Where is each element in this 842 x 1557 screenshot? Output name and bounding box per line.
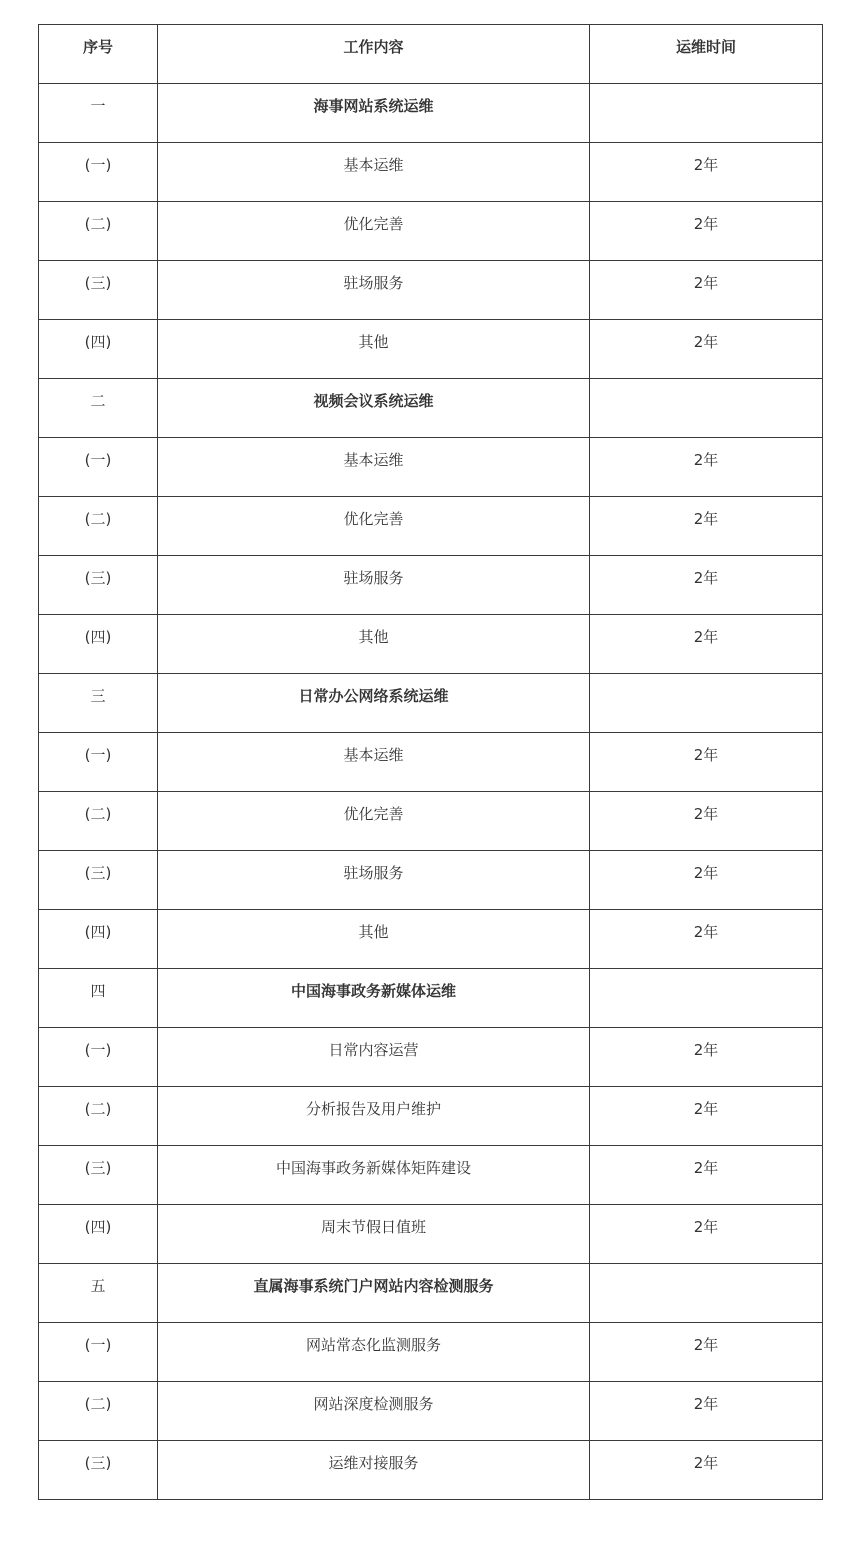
table-row <box>39 1382 823 1441</box>
table-row <box>39 202 823 261</box>
cell-content: 周末节假日值班 <box>158 1205 590 1264</box>
table-row <box>39 261 823 320</box>
cell-time: 2年 <box>590 1028 823 1087</box>
table-row <box>39 438 823 497</box>
cell-content: 海事网站系统运维 <box>158 84 590 143</box>
cell-time <box>590 674 823 733</box>
cell-content: 中国海事政务新媒体运维 <box>158 969 590 1028</box>
cell-time: 2年 <box>590 143 823 202</box>
cell-seq: 五 <box>39 1264 158 1323</box>
cell-content: 基本运维 <box>158 143 590 202</box>
table-row <box>39 792 823 851</box>
table-row <box>39 143 823 202</box>
cell-time <box>590 379 823 438</box>
cell-content: 驻场服务 <box>158 261 590 320</box>
cell-time: 2年 <box>590 438 823 497</box>
cell-seq: (四) <box>39 615 158 674</box>
table-row <box>39 1323 823 1382</box>
cell-content: 基本运维 <box>158 733 590 792</box>
cell-seq: (三) <box>39 261 158 320</box>
cell-content: 日常内容运营 <box>158 1028 590 1087</box>
header-content: 工作内容 <box>158 25 590 84</box>
operations-table <box>38 24 823 1500</box>
cell-seq: (一) <box>39 143 158 202</box>
table-row <box>39 1146 823 1205</box>
table-body <box>39 84 823 1500</box>
cell-content: 分析报告及用户维护 <box>158 1087 590 1146</box>
cell-time: 2年 <box>590 556 823 615</box>
cell-seq: 三 <box>39 674 158 733</box>
cell-time: 2年 <box>590 792 823 851</box>
table-row <box>39 1205 823 1264</box>
cell-time: 2年 <box>590 1087 823 1146</box>
cell-time: 2年 <box>590 261 823 320</box>
cell-content: 驻场服务 <box>158 556 590 615</box>
cell-seq: (二) <box>39 1087 158 1146</box>
table-row <box>39 1028 823 1087</box>
cell-content: 其他 <box>158 320 590 379</box>
cell-seq: 二 <box>39 379 158 438</box>
cell-seq: (四) <box>39 910 158 969</box>
cell-content: 日常办公网络系统运维 <box>158 674 590 733</box>
table-row <box>39 497 823 556</box>
cell-time: 2年 <box>590 1441 823 1500</box>
cell-seq: 一 <box>39 84 158 143</box>
table-row <box>39 1087 823 1146</box>
table-row <box>39 851 823 910</box>
table-row <box>39 1441 823 1500</box>
cell-time: 2年 <box>590 910 823 969</box>
section-row <box>39 1264 823 1323</box>
table-row <box>39 910 823 969</box>
cell-content: 优化完善 <box>158 497 590 556</box>
section-row <box>39 969 823 1028</box>
header-seq: 序号 <box>39 25 158 84</box>
cell-content: 其他 <box>158 910 590 969</box>
cell-seq: (二) <box>39 202 158 261</box>
cell-time: 2年 <box>590 1382 823 1441</box>
cell-seq: (一) <box>39 438 158 497</box>
cell-content: 驻场服务 <box>158 851 590 910</box>
cell-seq: (二) <box>39 1382 158 1441</box>
cell-time: 2年 <box>590 202 823 261</box>
cell-seq: (三) <box>39 556 158 615</box>
cell-seq: 四 <box>39 969 158 1028</box>
cell-content: 运维对接服务 <box>158 1441 590 1500</box>
section-row <box>39 84 823 143</box>
cell-time <box>590 1264 823 1323</box>
cell-time: 2年 <box>590 733 823 792</box>
section-row <box>39 674 823 733</box>
table-row <box>39 733 823 792</box>
cell-seq: (二) <box>39 497 158 556</box>
cell-content: 优化完善 <box>158 792 590 851</box>
cell-seq: (一) <box>39 1323 158 1382</box>
table-row <box>39 615 823 674</box>
table-row <box>39 556 823 615</box>
cell-content: 网站常态化监测服务 <box>158 1323 590 1382</box>
cell-seq: (三) <box>39 1146 158 1205</box>
cell-time: 2年 <box>590 1146 823 1205</box>
table-row <box>39 320 823 379</box>
cell-content: 视频会议系统运维 <box>158 379 590 438</box>
cell-content: 优化完善 <box>158 202 590 261</box>
cell-content: 中国海事政务新媒体矩阵建设 <box>158 1146 590 1205</box>
cell-time: 2年 <box>590 615 823 674</box>
cell-seq: (三) <box>39 851 158 910</box>
section-row <box>39 379 823 438</box>
cell-content: 直属海事系统门户网站内容检测服务 <box>158 1264 590 1323</box>
header-row <box>39 25 823 84</box>
cell-time: 2年 <box>590 851 823 910</box>
cell-seq: (四) <box>39 1205 158 1264</box>
cell-time <box>590 84 823 143</box>
cell-seq: (一) <box>39 1028 158 1087</box>
cell-content: 其他 <box>158 615 590 674</box>
header-time: 运维时间 <box>590 25 823 84</box>
cell-seq: (三) <box>39 1441 158 1500</box>
cell-time: 2年 <box>590 497 823 556</box>
cell-seq: (一) <box>39 733 158 792</box>
cell-content: 网站深度检测服务 <box>158 1382 590 1441</box>
cell-seq: (二) <box>39 792 158 851</box>
cell-time: 2年 <box>590 1205 823 1264</box>
cell-content: 基本运维 <box>158 438 590 497</box>
cell-time: 2年 <box>590 320 823 379</box>
cell-time <box>590 969 823 1028</box>
cell-seq: (四) <box>39 320 158 379</box>
cell-time: 2年 <box>590 1323 823 1382</box>
